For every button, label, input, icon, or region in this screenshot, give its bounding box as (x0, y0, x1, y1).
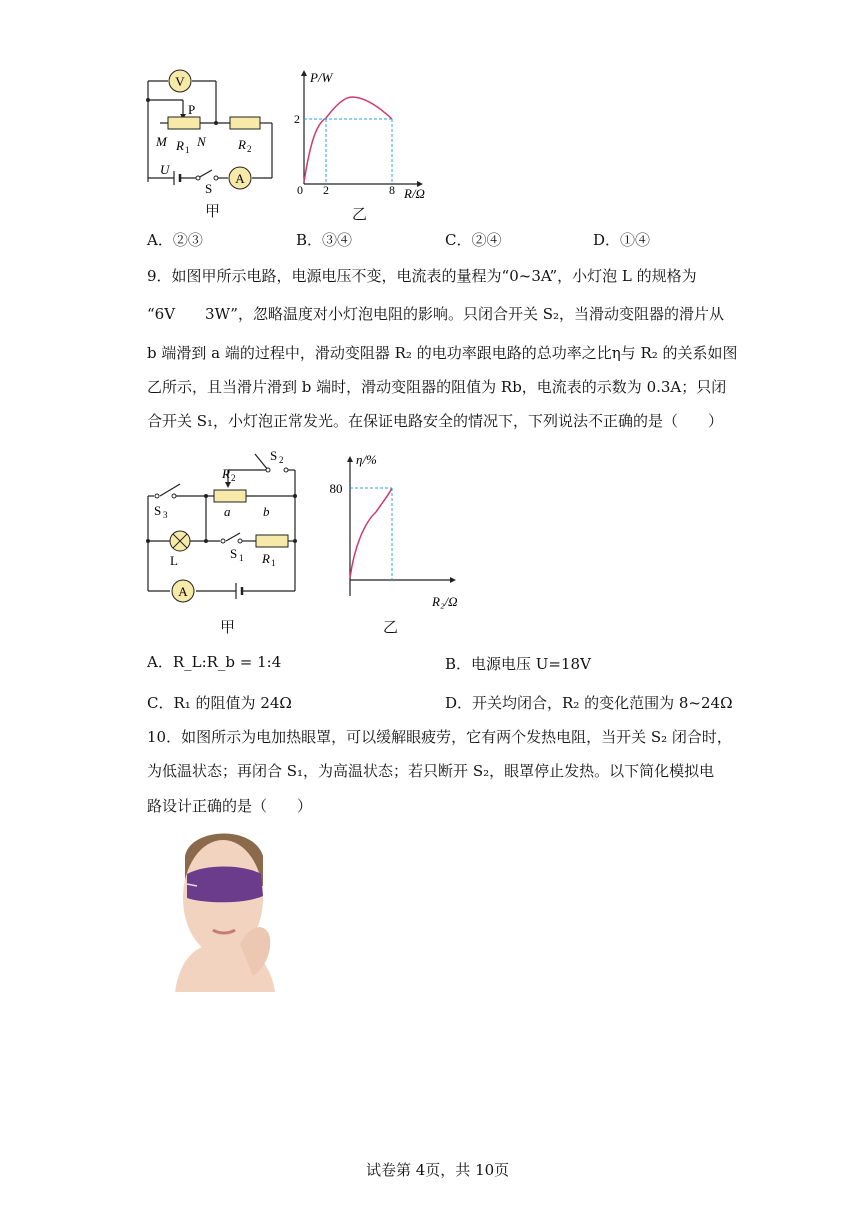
graph-xtick-8: 8 (389, 183, 395, 197)
q9-line-4: 乙所示，且当滑片滑到 b 端时，滑动变阻器的阻值为 Rb，电流表的示数为 0.3A；只闭 (147, 378, 727, 396)
s3-label: S (154, 503, 162, 518)
s1-label: S (230, 546, 238, 561)
graph-xlabel: R₂/Ω (432, 594, 458, 609)
graph-ytick-80: 80 (329, 481, 343, 496)
m-label: M (156, 134, 167, 149)
switch-s-label: S (205, 181, 213, 196)
q8-circuit-diagram (140, 62, 280, 222)
s1-sub: 1 (239, 553, 244, 563)
q10-line-1: 10．如图所示为电加热眼罩，可以缓解眼疲劳，它有两个发热电阻，当开关 S₂ 闭合时， (147, 728, 732, 746)
page-footer: 试卷第 4页，共 10页 (366, 1161, 510, 1179)
r2-sub: 2 (247, 144, 252, 154)
q9-efficiency-graph (320, 448, 470, 618)
r1-sub: 1 (271, 558, 276, 568)
graph-origin: 0 (297, 183, 303, 197)
s3-sub: 3 (163, 510, 168, 520)
lamp-l-label: L (170, 553, 178, 568)
q9-option-a[interactable]: A．R_L:R_b = 1:4 (147, 653, 282, 671)
n-label: N (197, 134, 206, 149)
r1-sub: 1 (185, 145, 190, 155)
a-label: a (224, 504, 231, 519)
s2-label: S (270, 448, 278, 463)
q9-line-2: “6V 3W”，忽略温度对小灯泡电阻的影响。只闭合开关 S₂，当滑动变阻器的滑片从 (147, 305, 725, 323)
q9-circuit-diagram (140, 446, 310, 616)
q8-option-c[interactable]: C．②④ (445, 231, 502, 249)
q8-power-graph (292, 64, 442, 204)
eye-mask-photo (145, 826, 295, 992)
q8-circuit-caption: 甲 (205, 202, 221, 220)
b-label: b (263, 504, 270, 519)
graph-xtick-2: 2 (323, 183, 329, 197)
q9-line-5: 合开关 S₁，小灯泡正常发光。在保证电路安全的情况下，下列说法不正确的是（ ） (147, 412, 724, 430)
q9-option-d[interactable]: D．开关均闭合，R₂ 的变化范围为 8~24Ω (445, 694, 733, 712)
q8-option-d[interactable]: D．①④ (593, 231, 651, 249)
slider-p-label: P (188, 102, 196, 117)
r2-sub: 2 (231, 473, 236, 483)
r1-label: R (262, 551, 270, 566)
q10-line-2: 为低温状态；再闭合 S₁，为高温状态；若只断开 S₂，眼罩停止发热。以下简化模拟电 (147, 762, 715, 780)
voltmeter-label: V (175, 74, 185, 89)
u-label: U (160, 162, 170, 177)
q10-line-3: 路设计正确的是（ ） (147, 797, 313, 815)
q9-graph-caption: 乙 (383, 618, 399, 636)
graph-ytick-2: 2 (294, 112, 300, 126)
q9-option-b[interactable]: B．电源电压 U=18V (445, 655, 591, 673)
q9-circuit-caption: 甲 (220, 618, 236, 636)
q9-option-c[interactable]: C．R₁ 的阻值为 24Ω (147, 694, 292, 712)
q9-line-1: 9．如图甲所示电路，电源电压不变，电流表的量程为“0~3A”，小灯泡 L 的规格为 (147, 267, 697, 285)
graph-ylabel: η/% (356, 452, 377, 467)
q8-option-b[interactable]: B．③④ (296, 231, 353, 249)
efficiency-curve (350, 488, 392, 578)
r1-label: R (176, 138, 184, 153)
q9-line-3: b 端滑到 a 端的过程中，滑动变阻器 R₂ 的电功率跟电路的总功率之比η与 R₂ 的关系如图 (147, 344, 738, 362)
r2-label: R (222, 466, 230, 481)
power-curve (304, 97, 392, 182)
graph-ylabel: P/W (310, 70, 333, 85)
graph-xlabel: R/Ω (404, 186, 425, 201)
q8-graph-caption: 乙 (352, 205, 368, 223)
ammeter-label: A (178, 584, 188, 599)
r2-label: R (238, 137, 246, 152)
ammeter-label: A (235, 171, 245, 186)
eye-mask (187, 867, 263, 903)
s2-sub: 2 (279, 455, 284, 465)
q8-option-a[interactable]: A．②③ (147, 231, 203, 249)
